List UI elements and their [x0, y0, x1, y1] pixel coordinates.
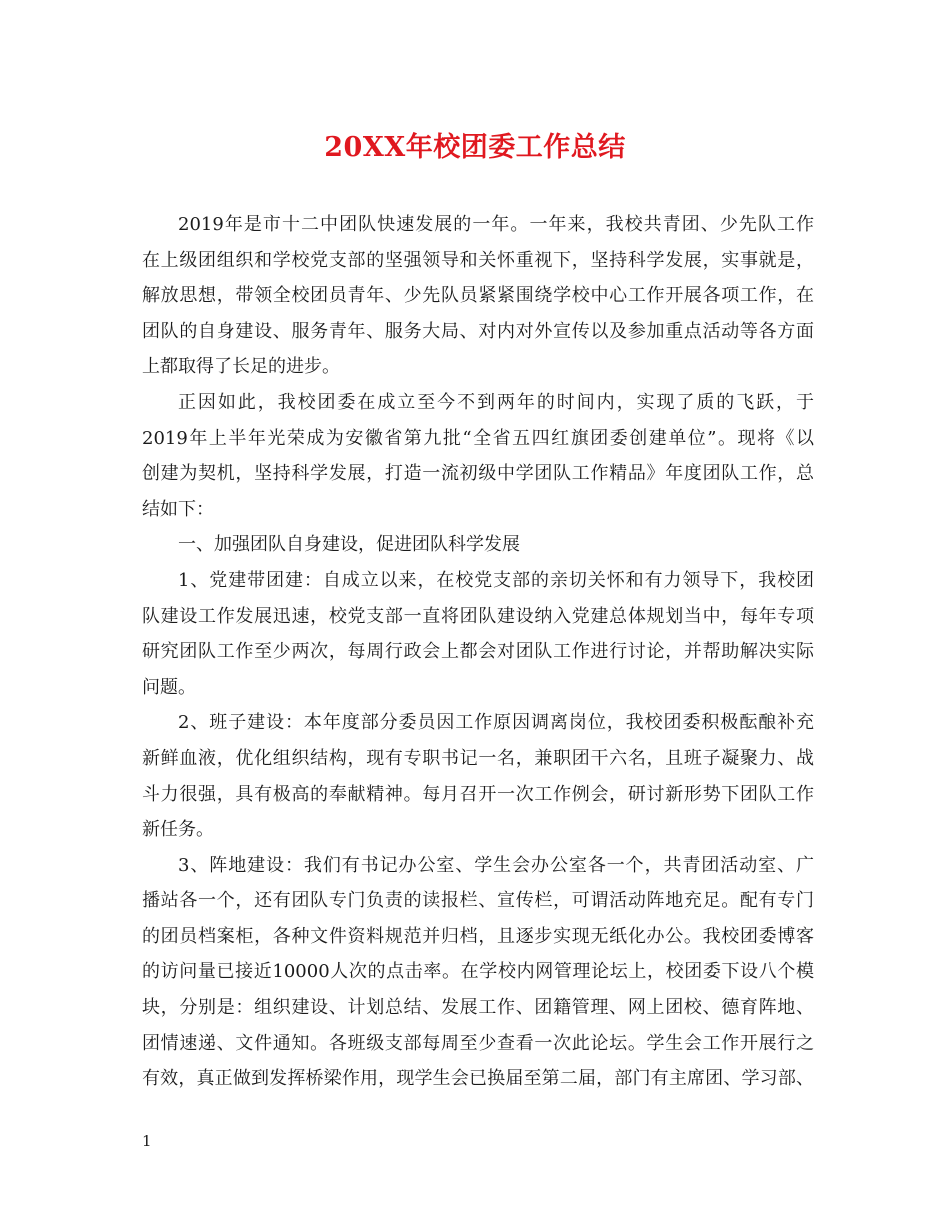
paragraph-line: 在上级团组织和学校党支部的坚强领导和关怀重视下，坚持科学发展，实事就是， [142, 249, 814, 271]
paragraph-line: 新鲜血液，优化组织结构，现有专职书记一名，兼职团干六名，且班子凝聚力、战 [142, 747, 814, 769]
paragraph-line: 有效，真正做到发挥桥梁作用，现学生会已换届至第二届，部门有主席团、学习部、 [142, 1068, 814, 1090]
paragraph-line: 团队的自身建设、服务青年、服务大局、对内对外宣传以及参加重点活动等各方面 [142, 320, 814, 342]
paragraph-line: 2019年上半年光荣成为安徽省第九批“全省五四红旗团委创建单位”。现将《以 [142, 427, 814, 449]
document-body [142, 207, 814, 1097]
paragraph-line: 1、党建带团建：自成立以来，在校党支部的亲切关怀和有力领导下，我校团 [178, 569, 814, 591]
document-title: 20XX年校团委工作总结 [324, 132, 626, 163]
paragraph-line: 2019年是市十二中团队快速发展的一年。一年来，我校共青团、少先队工作 [178, 214, 814, 235]
paragraph-line: 创建为契机，坚持科学发展，打造一流初级中学团队工作精品》年度团队工作，总 [142, 463, 814, 485]
paragraph-line: 的团员档案柜，各种文件资料规范并归档，且逐步实现无纸化办公。我校团委博客 [142, 925, 814, 947]
paragraph-line: 研究团队工作至少两次，每周行政会上都会对团队工作进行讨论，并帮助解决实际 [142, 641, 814, 663]
paragraph-line: 块，分别是：组织建设、计划总结、发展工作、团籍管理、网上团校、德育阵地、 [142, 997, 814, 1019]
paragraph-line: 队建设工作发展迅速，校党支部一直将团队建设纳入党建总体规划当中，每年专项 [142, 605, 814, 627]
paragraph-line: 3、阵地建设：我们有书记办公室、学生会办公室各一个，共青团活动室、广 [178, 854, 814, 876]
page-number: 1 [142, 1132, 152, 1150]
paragraph-line: 斗力很强，具有极高的奉献精神。每月召开一次工作例会，研讨新形势下团队工作 [142, 783, 814, 805]
paragraph-line: 2、班子建设：本年度部分委员因工作原因调离岗位，我校团委积极酝酿补充 [178, 712, 814, 734]
paragraph-line: 播站各一个，还有团队专门负责的读报栏、宣传栏，可谓活动阵地充足。配有专门 [142, 890, 814, 912]
paragraph-line: 新任务。 [142, 819, 214, 841]
section-heading: 一、加强团队自身建设，促进团队科学发展 [178, 534, 520, 556]
paragraph-line: 的访问量已接近10000人次的点击率。在学校内网管理论坛上，校团委下设八个模 [142, 961, 814, 983]
paragraph-line: 团情速递、文件通知。各班级支部每周至少查看一次此论坛。学生会工作开展行之 [142, 1032, 814, 1054]
paragraph-line: 解放思想，带领全校团员青年、少先队员紧紧围绕学校中心工作开展各项工作，在 [142, 285, 814, 307]
paragraph-line: 结如下： [142, 498, 214, 520]
paragraph-line: 上都取得了长足的进步。 [142, 356, 340, 378]
paragraph-line: 问题。 [142, 676, 196, 698]
paragraph-line: 正因如此，我校团委在成立至今不到两年的时间内，实现了质的飞跃，于 [178, 391, 814, 413]
